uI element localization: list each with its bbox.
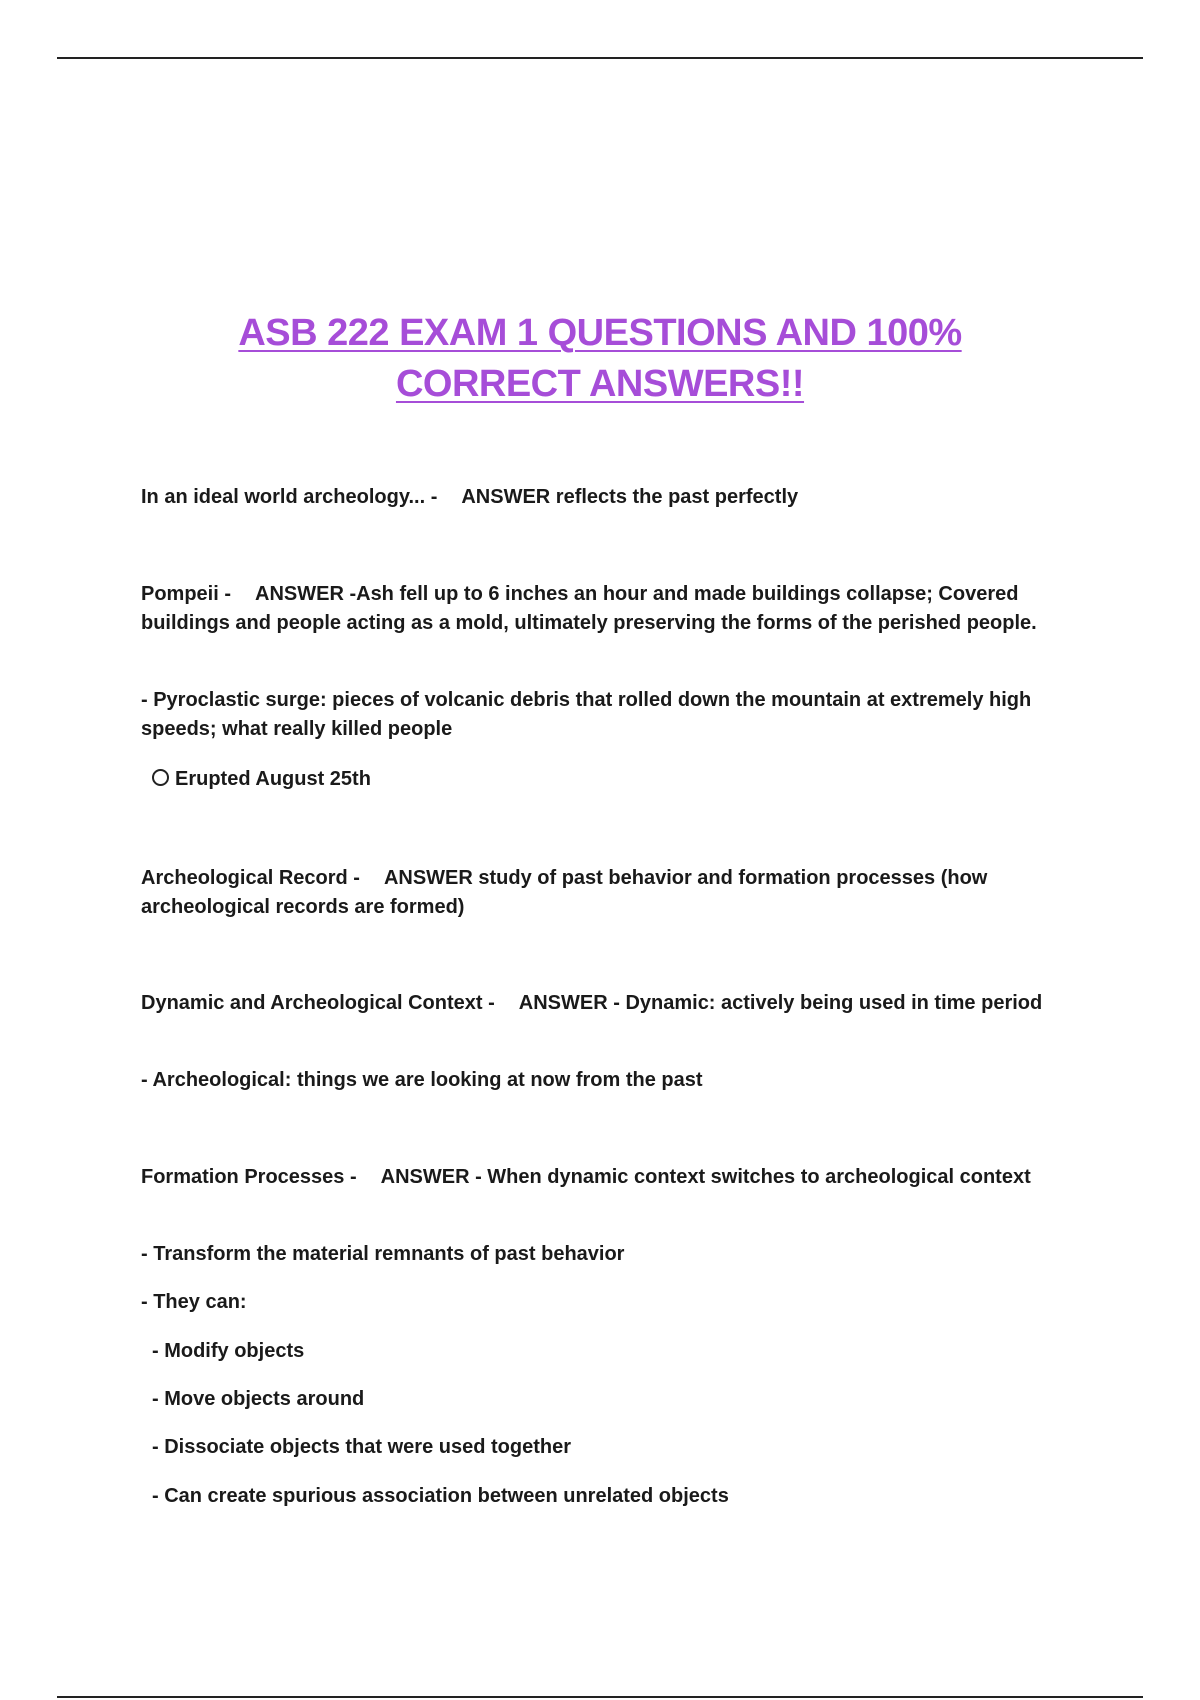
question-text: In an ideal world archeology... - xyxy=(141,486,438,508)
answer-text: ANSWER -Ash fell up to 6 inches an hour and made buildings collapse; Covered buildings and people acting as a mold, ultimately preserving the forms of the perished people. xyxy=(141,583,1037,634)
note-transform: - Transform the material remnants of past behavior xyxy=(141,1243,625,1265)
qa-item-formation-processes xyxy=(141,1163,1081,1192)
subnote-modify: - Modify objects xyxy=(152,1340,305,1362)
subnote-dissociate: - Dissociate objects that were used together xyxy=(152,1436,571,1458)
question-text: Archeological Record - xyxy=(141,867,360,889)
bullet-erupted: Erupted August 25th xyxy=(152,765,1092,794)
answer-text: ANSWER - Dynamic: actively being used in time period xyxy=(518,992,1043,1014)
qa-item-dynamic-context xyxy=(141,989,1081,1018)
subnote-spurious: - Can create spurious association between unrelated objects xyxy=(152,1485,729,1507)
circle-bullet-icon xyxy=(152,769,169,786)
question-text: Dynamic and Archeological Context - xyxy=(141,992,495,1014)
document-title: ASB 222 EXAM 1 QUESTIONS AND 100% CORRECT ANSWERS!! xyxy=(238,312,962,405)
qa-item-ideal-world xyxy=(141,483,1081,512)
qa-item-pompeii xyxy=(141,580,1081,638)
qa-item-archeological-record xyxy=(141,864,1081,922)
question-text: Formation Processes - xyxy=(141,1166,357,1188)
top-rule xyxy=(57,57,1143,59)
answer-text: ANSWER reflects the past perfectly xyxy=(461,486,799,508)
subnote-move: - Move objects around xyxy=(152,1388,365,1410)
question-text: Pompeii - xyxy=(141,583,232,605)
answer-text: ANSWER study of past behavior and formation processes (how archeological records are formed) xyxy=(141,867,988,918)
note-pyroclastic: - Pyroclastic surge: pieces of volcanic debris that rolled down the mountain at extremely high speeds; what really killed people xyxy=(141,689,1032,740)
answer-text: ANSWER - When dynamic context switches to archeological context xyxy=(380,1166,1031,1188)
note-they-can: - They can: xyxy=(141,1291,247,1313)
note-archeological: - Archeological: things we are looking at now from the past xyxy=(141,1069,703,1091)
bottom-rule xyxy=(57,1696,1143,1698)
